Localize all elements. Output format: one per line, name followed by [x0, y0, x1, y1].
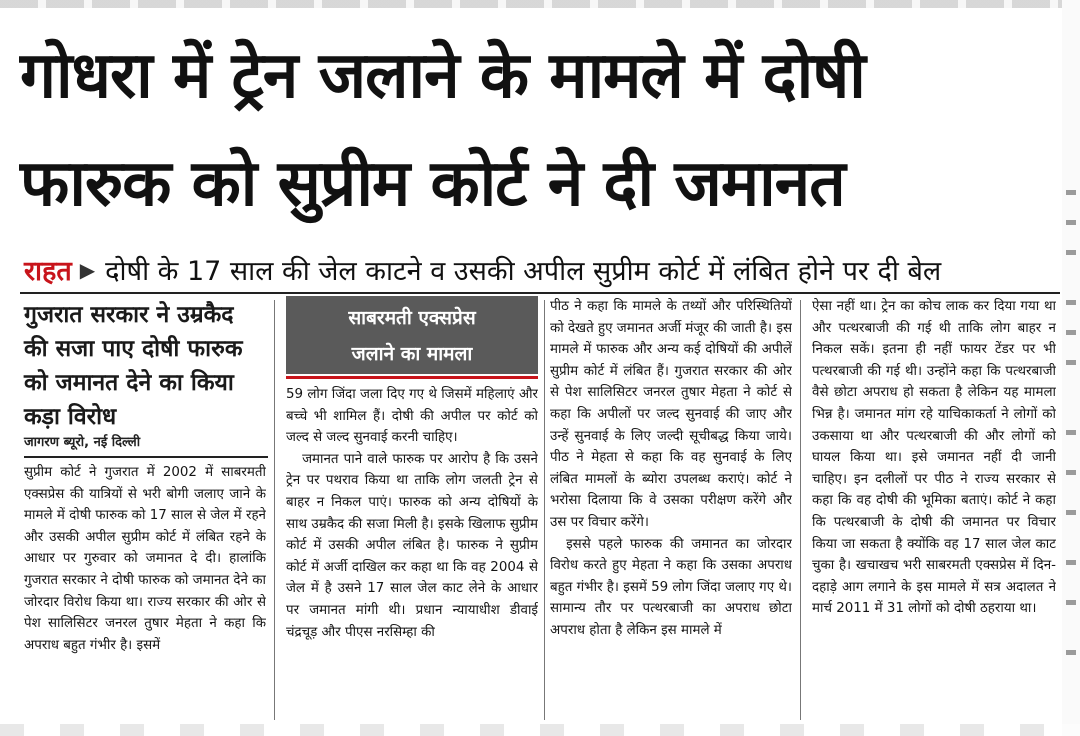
bottom-edge-strip: [0, 724, 1080, 736]
column-rule: [274, 300, 275, 720]
story-deck: गुजरात सरकार ने उम्रकैद की सजा पाए दोषी फारुक को जमानत देने का किया कड़ा विरोध: [24, 302, 243, 430]
deck-divider: [24, 456, 268, 458]
column-3-paragraph-2: इससे पहले फारुक की जमानत का जोरदार विरोध करते हुए मेहता ने कहा कि उसका अपराध बहुत गंभीर है। इसमें 59 लोग जिंदा जलाए गए थे। सामान्य तौर पर पत्थरबाजी का अपराध छोटा अपराध होता है लेकिन इस मामले में: [550, 536, 792, 638]
section-label-line-2: जलाने का मामला: [351, 343, 473, 365]
article-column-2: [286, 384, 538, 724]
column-2-paragraph-2: जमानत पाने वाले फारुक पर आरोप है कि उसने ट्रेन पर पथराव किया था ताकि लोग जलती ट्रेन से बाहर न निकल पाएं। फारुक को अन्य दोषियों के साथ उम्रकैद की सजा मिली है। इसके खिलाफ सुप्रीम कोर्ट में उसकी अपील लंबित है। फारुक ने सुप्रीम कोर्ट में अर्जी दाखिल कर कहा था कि वह 2004 से जेल में है उसने 17 साल जेल काट लेने के आधार पर जमानत मांगी थी। प्रधान न्यायाधीश डीवाई चंद्रचूड़ और पीएस नरसिम्हा की: [286, 451, 538, 640]
header-divider: [20, 292, 1060, 294]
column-2-paragraph-1: 59 लोग जिंदा जला दिए गए थे जिसमें महिलाएं और बच्चे भी शामिल हैं। दोषी की अपील पर कोर्ट को जल्द से जल्द सुनवाई करनी चाहिए।: [286, 387, 538, 446]
top-edge-strip: [0, 0, 1080, 8]
column-1-paragraph-1: सुप्रीम कोर्ट ने गुजरात में 2002 में साबरमती एक्सप्रेस की यात्रियों से भरी बोगी जलाए जाने के मामले में दोषी फारुक को 17 साल से जेल में रहने और उसकी अपील सुप्रीम कोर्ट में लंबित रहने के आधार पर गुरुवार को जमानत दे दी। हालांकि गुजरात सरकार ने दोषी फारुक को जमानत देने का जोरदार विरोध किया था। राज्य सरकार की ओर से पेश सालिसिटर जनरल तुषार मेहता ने कहा कि अपराध बहुत गंभीर है। इसमें: [24, 465, 266, 653]
adjacent-article-edge: [1062, 0, 1080, 736]
byline: जागरण ब्यूरो, नई दिल्ली: [24, 435, 141, 450]
headline-line-2: फारुक को सुप्रीम कोर्ट ने दी जमानत: [20, 147, 845, 221]
section-label-line-1: साबरमती एक्सप्रेस: [348, 307, 476, 329]
column-3-paragraph-1: पीठ ने कहा कि मामले के तथ्यों और परिस्थितियों को देखते हुए जमानत अर्जी मंजूर की जाती है। इस मामले में फारुक और अन्य कई दोषियों की अपीलें सुप्रीम कोर्ट में लंबित हैं। गुजरात सरकार की ओर से पेश सालिसिटर जनरल तुषार मेहता ने कोर्ट से कहा कि अपीलों पर जल्द सुनवाई की जाए और उन्हें सुनवाई के लिए जल्दी सूचीबद्ध किया जाये। पीठ ने मेहता से कहा कि वह सुनवाई के लिए लंबित मामलों के ब्योरा उपलब्ध कराएं। कोर्ट ने भरोसा दिलाया कि वे उसका परीक्षण करेंगे और उस पर विचार करेंगे।: [550, 299, 792, 530]
subheadline: [24, 250, 1054, 290]
article-column-3: [550, 296, 792, 724]
article-column-1: [24, 462, 266, 724]
section-label-box: [286, 296, 538, 374]
section-label-underline: [286, 376, 538, 379]
subhead-kicker: राहत: [24, 256, 72, 287]
play-arrow-icon: ▶: [79, 258, 96, 282]
article-column-4: [812, 296, 1056, 724]
column-rule: [800, 300, 801, 720]
headline-line-1: गोधरा में ट्रेन जलाने के मामले में दोषी: [20, 39, 865, 113]
column-rule: [544, 300, 545, 720]
column-4-paragraph-1: ऐसा नहीं था। ट्रेन का कोच लाक कर दिया गया था और पत्थरबाजी की गई थी ताकि लोग बाहर न निकल सकें। इतना ही नहीं फायर टेंडर पर भी पत्थरबाजी की गई थी। उन्होंने कहा कि पत्थरबाजी वैसे छोटा अपराध हो सकता है लेकिन यह मामला भिन्न है। जमानत मांग रहे याचिकाकर्ता ने लोगों को उकसाया था और पत्थरबाजी की और लोगों को घायल किया था। इसे जमानत नहीं दी जानी चाहिए। इन दलीलों पर पीठ ने राज्य सरकार से कहा कि वह दोषी की भूमिका बताएं। कोर्ट ने कहा कि पत्थरबाजी के दोषी की जमानत पर विचार किया जा सकता है क्योंकि वह 17 साल जेल काट चुका है। खचाखच भरी साबरमती एक्सप्रेस में दिन-दहाड़े आग लगाने के इस मामले में सत्र अदालत ने मार्च 2011 में 31 लोगों को दोषी ठहराया था।: [812, 299, 1056, 617]
subhead-text: दोषी के 17 साल की जेल काटने व उसकी अपील सुप्रीम कोर्ट में लंबित होने पर दी बेल: [105, 256, 942, 287]
